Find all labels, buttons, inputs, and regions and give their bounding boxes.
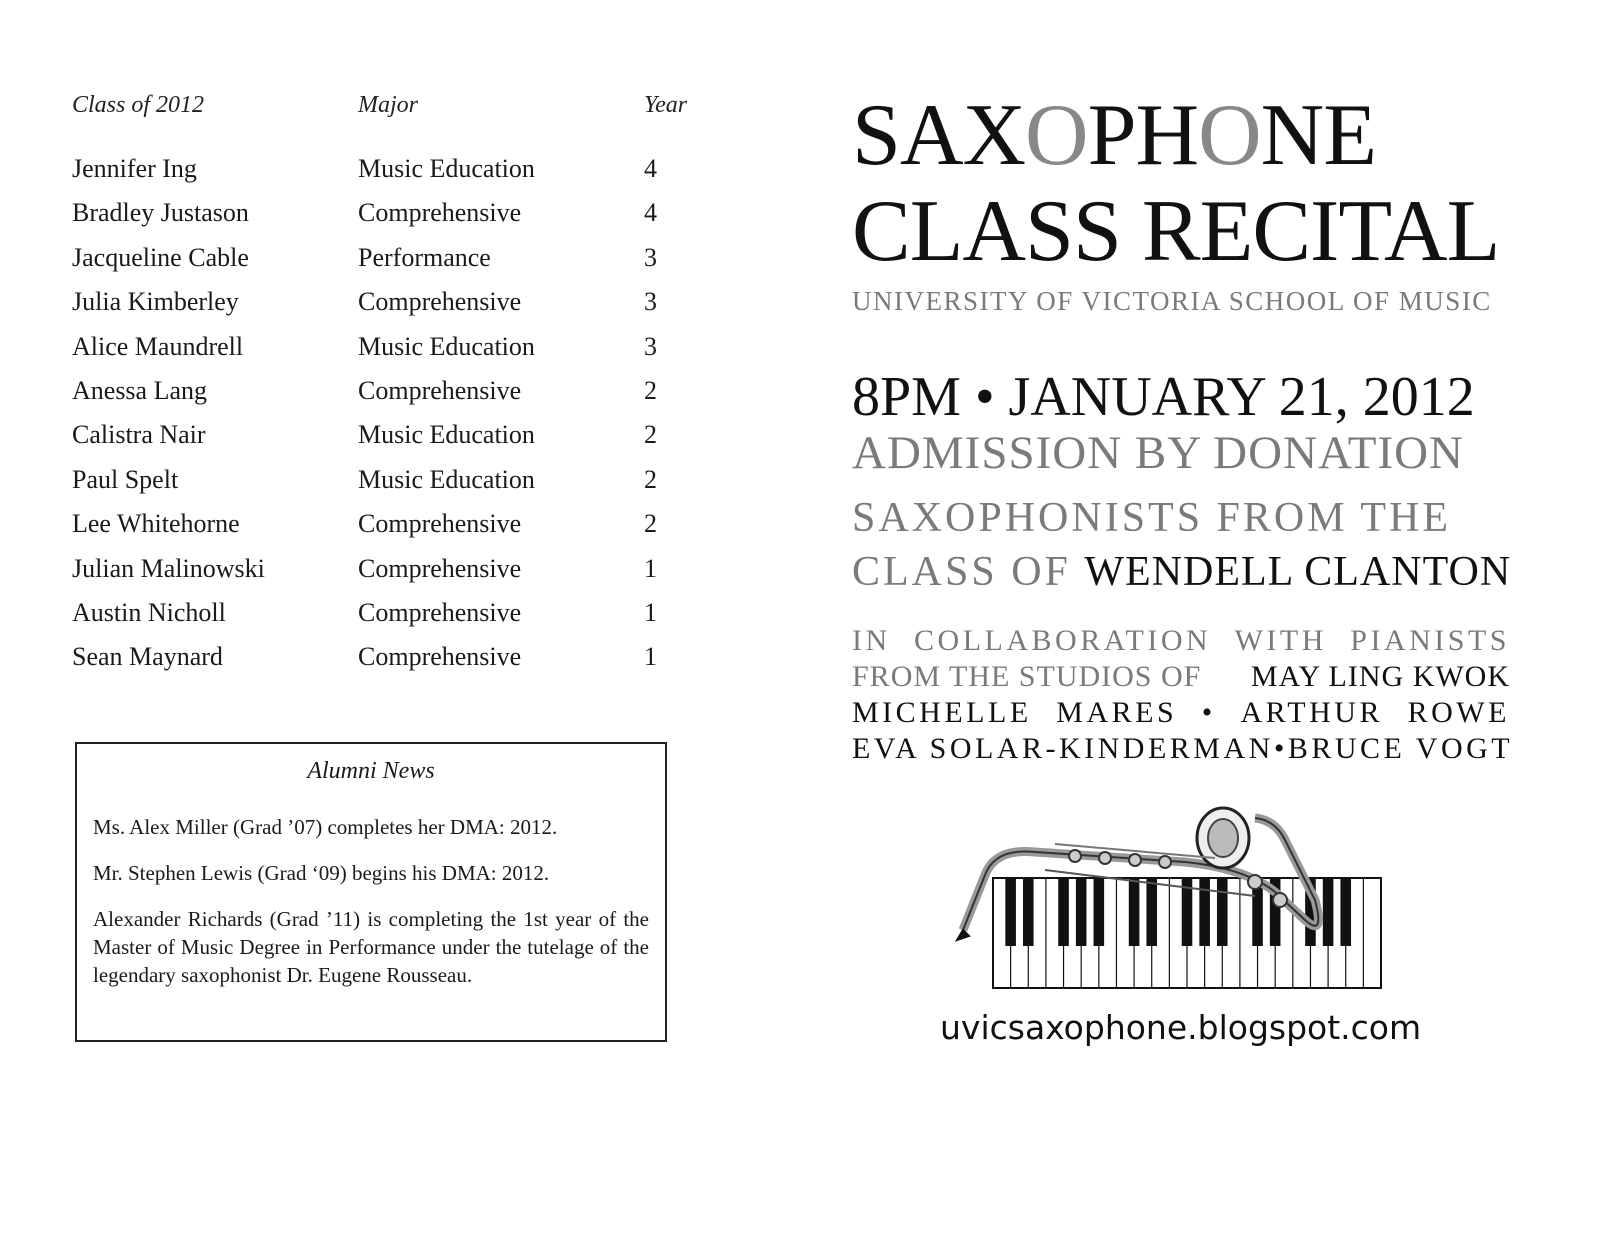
roster-name: Alice Maundrell [72,331,244,361]
roster-name: Paul Spelt [72,464,179,494]
roster-major: Comprehensive [358,375,522,405]
roster-major: Comprehensive [358,597,522,627]
school-name: UNIVERSITY OF VICTORIA SCHOOL OF MUSIC [852,286,1492,316]
black-key [1094,878,1105,946]
alumni-item: Ms. Alex Miller (Grad ’07) completes her DMA: 2012. [93,815,558,839]
recital-poster [852,88,1516,767]
header-major: Major [358,92,418,118]
roster-year: 2 [644,509,657,539]
piano-keyboard-icon [993,878,1381,988]
saxists-line-1: SAXOPHONISTS FROM THE [852,495,1451,541]
roster-major: Music Education [358,331,535,361]
roster-year: 1 [644,597,657,627]
roster-year: 3 [644,242,657,272]
table-row [72,332,732,376]
alumni-news-title: Alumni News [307,758,435,784]
table-row [72,465,732,509]
roster-year: 1 [644,553,657,583]
title-saxophone: SAXOPHONE [852,87,1376,184]
roster-year: 3 [644,331,657,361]
roster-name: Jennifer Ing [72,154,197,183]
table-row [72,642,732,686]
table-row [72,554,732,598]
class-roster [72,92,732,672]
roster-rows [72,154,732,687]
roster-name: Lee Whitehorne [72,509,240,539]
roster-year: 2 [644,420,657,450]
collab-line-3: MICHELLE MARES • ARTHUR ROWE [852,696,1510,729]
roster-name: Sean Maynard [72,642,223,672]
admission-note: ADMISSION BY DONATION [852,427,1464,479]
roster-year: 2 [644,375,657,405]
roster-name: Julia Kimberley [72,287,239,317]
black-key [1076,878,1087,946]
table-row [72,243,732,287]
alumni-item: Alexander Richards (Grad ’11) is completing the 1st year of the Master of Music Degree in Performance under the tutelage of the legendary saxophonist Dr. Eugene Rousseau. [93,907,649,987]
black-key [1023,878,1034,946]
table-row [72,154,732,198]
roster-major: Comprehensive [358,287,522,317]
collab-line-1: IN COLLABORATION WITH PIANISTS [852,624,1510,657]
roster-major: Comprehensive [358,642,522,672]
roster-year: 2 [644,464,657,494]
saxophonists-credit [852,491,1516,599]
black-key [1323,878,1334,946]
black-key [1340,878,1351,946]
alumni-news-box [75,742,667,1042]
table-row [72,287,732,331]
roster-year: 1 [644,642,657,672]
roster-name: Calistra Nair [72,420,206,450]
saxophone-piano-icon [955,800,1385,990]
blog-url[interactable]: uvicsaxophone.blogspot.com [940,1008,1422,1047]
collab-line-4: EVA SOLAR-KINDERMAN • BRUCE VOGT [852,732,1514,765]
black-key [1005,878,1016,946]
roster-year: 4 [644,198,657,228]
collaboration-credit [852,623,1516,767]
table-row [72,509,732,553]
collab-line-2: FROM THE STUDIOS OF MAY LING KWOK [852,660,1510,693]
roster-major: Comprehensive [358,509,522,539]
black-key [1058,878,1069,946]
saxists-line-2: CLASS OF WENDELL CLANTON [852,549,1512,595]
alumni-item: Mr. Stephen Lewis (Grad ‘09) begins his DMA: 2012. [93,861,550,885]
roster-name: Julian Malinowski [72,553,265,583]
roster-year: 3 [644,287,657,317]
table-row [72,420,732,464]
roster-major: Performance [358,242,491,272]
table-row [72,198,732,242]
roster-name: Anessa Lang [72,375,208,405]
black-key [1146,878,1157,946]
table-row [72,376,732,420]
black-key [1217,878,1228,946]
roster-major: Comprehensive [358,553,522,583]
title-class-recital: CLASS RECITAL [852,183,1500,280]
roster-name: Bradley Justason [72,198,249,228]
roster-year: 4 [644,154,657,183]
header-class: Class of 2012 [72,92,205,118]
roster-major: Comprehensive [358,198,522,228]
roster-major: Music Education [358,420,535,450]
roster-name: Austin Nicholl [72,597,226,627]
roster-major: Music Education [358,464,535,494]
roster-major: Music Education [358,154,535,183]
roster-header [72,92,732,132]
black-key [1129,878,1140,946]
table-row [72,598,732,642]
event-datetime: 8PM • JANUARY 21, 2012 [852,366,1475,428]
black-key [1199,878,1210,946]
roster-name: Jacqueline Cable [72,242,249,272]
header-year: Year [644,92,688,118]
